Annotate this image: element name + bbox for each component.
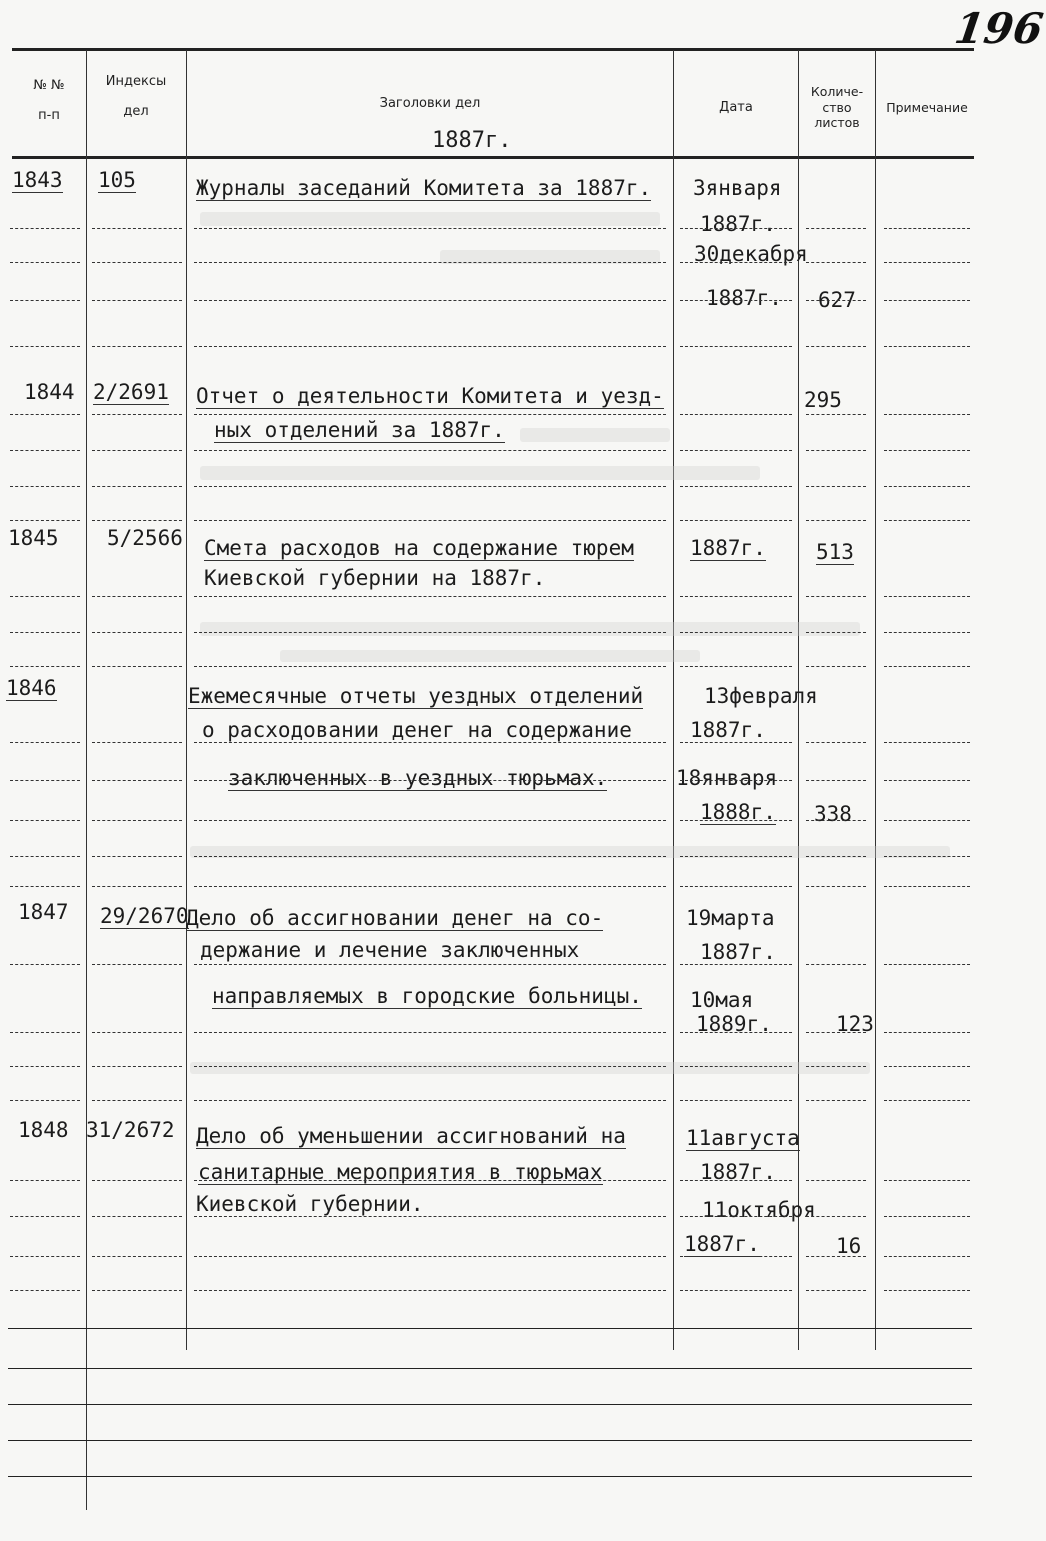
ruled-dash — [194, 228, 666, 229]
ruled-dash — [194, 886, 666, 887]
ruled-dash — [884, 886, 970, 887]
header-title-label: Заголовки дел — [379, 96, 481, 111]
ruled-dash — [92, 964, 182, 965]
ruled-dash — [806, 1216, 866, 1217]
column-divider — [86, 50, 87, 1510]
ruled-dash — [680, 886, 792, 887]
header-count-label-3: листов — [814, 115, 860, 131]
ruled-dash — [884, 964, 970, 965]
ruled-dash — [92, 1290, 182, 1291]
header-count-label-2: ство — [822, 99, 852, 115]
ruled-dash — [680, 820, 792, 821]
row-date-line: 18января — [676, 766, 778, 790]
ruled-dash — [884, 1066, 970, 1067]
ruled-dash — [884, 1032, 970, 1033]
row-date-line: 11октября — [702, 1198, 816, 1222]
ruled-dash — [680, 1066, 792, 1067]
ruled-dash — [194, 1290, 666, 1291]
ruled-dash — [884, 346, 970, 347]
ruled-dash — [194, 346, 666, 347]
ruled-dash — [806, 346, 866, 347]
ruled-dash — [680, 964, 792, 965]
ruled-dash — [10, 300, 80, 301]
row-number: 1847 — [18, 900, 69, 924]
ruled-dash — [680, 300, 792, 301]
ruled-dash — [806, 666, 866, 667]
ruled-dash — [10, 886, 80, 887]
ruled-dash — [806, 414, 866, 415]
ruled-dash — [92, 1180, 182, 1181]
ruled-dash — [194, 414, 666, 415]
row-title-line: Дело об ассигновании денег на со- — [186, 906, 604, 930]
ruled-dash — [680, 346, 792, 347]
row-page-count: 338 — [814, 802, 852, 826]
row-number: 1843 — [12, 168, 63, 192]
ruled-dash — [884, 1256, 970, 1257]
ruled-dash — [10, 450, 80, 451]
ruled-dash — [10, 1216, 80, 1217]
top-rule — [12, 48, 974, 51]
ruled-dash — [194, 666, 666, 667]
ruled-dash — [92, 520, 182, 521]
row-title-line: санитарные мероприятия в тюрьмах — [198, 1160, 603, 1184]
ruled-dash — [10, 486, 80, 487]
header-index-label: Индексы — [105, 74, 167, 89]
ruled-dash — [680, 596, 792, 597]
ruled-dash — [92, 1066, 182, 1067]
row-index: 2/2691 — [93, 380, 169, 404]
row-title-line: направляемых в городские больницы. — [212, 984, 642, 1008]
ruled-dash — [680, 228, 792, 229]
row-title-line: Киевской губернии на 1887г. — [204, 566, 546, 590]
ruled-dash — [92, 262, 182, 263]
row-page-count: 123 — [836, 1012, 874, 1036]
ruled-dash — [10, 1256, 80, 1257]
row-title-line: ных отделений за 1887г. — [214, 418, 505, 442]
ruled-dash — [884, 228, 970, 229]
ruled-dash — [806, 780, 866, 781]
row-page-count: 627 — [818, 288, 856, 312]
row-number: 1848 — [18, 1118, 69, 1142]
ruled-dash — [884, 856, 970, 857]
header-index-sub: дел — [123, 104, 149, 120]
row-title-line: Журналы заседаний Комитета за 1887г. — [196, 176, 652, 200]
ruled-dash — [884, 300, 970, 301]
row-number: 1846 — [6, 676, 57, 700]
row-title-line: Дело об уменьшении ассигнований на — [196, 1124, 626, 1148]
row-date-line: 10мая — [690, 988, 754, 1012]
header-year: 1887г. — [432, 128, 512, 153]
header-note: Примечание — [886, 100, 968, 115]
row-number: 1844 — [24, 380, 75, 404]
ruled-dash — [92, 632, 182, 633]
ruled-dash — [680, 1216, 792, 1217]
ruled-dash — [92, 1256, 182, 1257]
ruled-dash — [884, 632, 970, 633]
header-count — [800, 84, 874, 131]
ruled-dash — [884, 1180, 970, 1181]
ruled-dash — [680, 666, 792, 667]
ruled-dash — [884, 1216, 970, 1217]
row-title-line: Отчет о деятельности Комитета и уезд- — [196, 384, 664, 408]
row-page-count: 513 — [816, 540, 854, 564]
column-divider — [875, 50, 876, 1350]
row-number: 1845 — [8, 526, 59, 550]
bottom-rule — [8, 1368, 972, 1369]
ruled-dash — [194, 820, 666, 821]
ruled-dash — [92, 820, 182, 821]
row-title-line: Киевской губернии. — [196, 1192, 424, 1216]
ruled-dash — [10, 596, 80, 597]
ruled-dash — [92, 886, 182, 887]
row-page-count: 295 — [804, 388, 842, 412]
ruled-dash — [680, 1180, 792, 1181]
ruled-dash — [194, 780, 666, 781]
header-count-label-1: Количе- — [810, 84, 864, 99]
ruled-dash — [194, 742, 666, 743]
ruled-dash — [10, 666, 80, 667]
ruled-dash — [194, 1066, 666, 1067]
ruled-dash — [92, 596, 182, 597]
ruled-dash — [92, 1216, 182, 1217]
page-number: 196 — [951, 4, 1046, 53]
ruled-dash — [680, 520, 792, 521]
ruled-dash — [806, 1032, 866, 1033]
ruled-dash — [884, 262, 970, 263]
ruled-dash — [194, 1032, 666, 1033]
ruled-dash — [10, 1100, 80, 1101]
row-index: 31/2672 — [86, 1118, 175, 1142]
ruled-dash — [884, 520, 970, 521]
row-date-line: 1887г. — [684, 1232, 760, 1256]
ruled-dash — [92, 780, 182, 781]
ruled-dash — [10, 780, 80, 781]
column-divider — [673, 50, 674, 1350]
ruled-dash — [680, 414, 792, 415]
ruled-dash — [10, 520, 80, 521]
ruled-dash — [806, 520, 866, 521]
bottom-rule — [8, 1476, 972, 1477]
column-divider — [186, 50, 187, 1350]
row-date-line: 13февраля — [704, 684, 818, 708]
ruled-dash — [680, 742, 792, 743]
ruled-dash — [806, 742, 866, 743]
ruled-dash — [884, 414, 970, 415]
row-date-line: 1887г. — [690, 718, 766, 742]
ruled-dash — [806, 486, 866, 487]
ruled-dash — [10, 856, 80, 857]
header-no — [14, 78, 84, 125]
ruled-dash — [92, 450, 182, 451]
row-date-line: 1887г. — [700, 940, 776, 964]
ruled-dash — [806, 228, 866, 229]
ruled-dash — [884, 1290, 970, 1291]
row-index: 105 — [98, 168, 136, 192]
ruled-dash — [10, 1290, 80, 1291]
ruled-dash — [10, 1066, 80, 1067]
row-date-line: 1888г. — [700, 800, 776, 824]
ruled-dash — [680, 1256, 792, 1257]
ruled-dash — [680, 1290, 792, 1291]
header-date: Дата — [719, 100, 753, 115]
header-no-sub: п-п — [38, 108, 60, 124]
ruled-dash — [806, 596, 866, 597]
ruled-dash — [10, 414, 80, 415]
ruled-dash — [806, 450, 866, 451]
ruled-dash — [194, 856, 666, 857]
ruled-dash — [10, 742, 80, 743]
ruled-dash — [194, 450, 666, 451]
ruled-dash — [194, 486, 666, 487]
ruled-dash — [680, 632, 792, 633]
ruled-dash — [194, 1256, 666, 1257]
ruled-dash — [884, 666, 970, 667]
bottom-rule — [8, 1328, 972, 1329]
ruled-dash — [806, 1100, 866, 1101]
row-date-line: 19марта — [686, 906, 775, 930]
ruled-dash — [194, 1180, 666, 1181]
ruled-dash — [194, 1216, 666, 1217]
ruled-dash — [806, 856, 866, 857]
ruled-dash — [92, 414, 182, 415]
row-date-line: 3января — [693, 176, 782, 200]
ruled-dash — [194, 632, 666, 633]
ruled-dash — [92, 300, 182, 301]
ruled-dash — [92, 666, 182, 667]
ruled-dash — [680, 856, 792, 857]
row-date-line: 11августа — [686, 1126, 800, 1150]
ruled-dash — [194, 964, 666, 965]
row-date-line: 30декабря — [694, 242, 808, 266]
ruled-dash — [10, 1032, 80, 1033]
ruled-dash — [680, 780, 792, 781]
ruled-dash — [884, 742, 970, 743]
row-title-line: о расходовании денег на содержание — [202, 718, 632, 742]
ruled-dash — [680, 1032, 792, 1033]
header-title — [188, 96, 672, 112]
ruled-dash — [10, 820, 80, 821]
ruled-dash — [10, 632, 80, 633]
ruled-dash — [10, 1180, 80, 1181]
ruled-dash — [92, 346, 182, 347]
header-bottom-rule — [12, 156, 974, 159]
bottom-rule — [8, 1404, 972, 1405]
ruled-dash — [92, 486, 182, 487]
ruled-dash — [680, 450, 792, 451]
ruled-dash — [680, 486, 792, 487]
row-title-line: Ежемесячные отчеты уездных отделений — [188, 684, 644, 708]
row-date-line: 1887г. — [700, 1160, 776, 1184]
row-date-line: 1889г. — [696, 1012, 772, 1036]
ruled-dash — [806, 964, 866, 965]
header-index — [88, 74, 184, 121]
ruled-dash — [10, 964, 80, 965]
row-title-line: держание и лечение заключенных — [200, 938, 580, 962]
ruled-dash — [806, 300, 866, 301]
ruled-dash — [884, 1100, 970, 1101]
row-date-line: 1887г. — [690, 536, 766, 560]
ruled-dash — [884, 450, 970, 451]
bottom-rule — [8, 1440, 972, 1441]
ruled-dash — [884, 820, 970, 821]
ruled-dash — [884, 486, 970, 487]
ruled-dash — [680, 1100, 792, 1101]
row-index: 5/2566 — [107, 526, 183, 550]
ruled-dash — [806, 632, 866, 633]
header-no-label: № № — [33, 78, 65, 93]
ruled-dash — [194, 520, 666, 521]
ruled-dash — [194, 300, 666, 301]
ruled-dash — [92, 228, 182, 229]
ruled-dash — [680, 262, 792, 263]
ruled-dash — [194, 1100, 666, 1101]
ruled-dash — [806, 1180, 866, 1181]
row-title-line: Смета расходов на содержание тюрем — [204, 536, 634, 560]
ruled-dash — [806, 820, 866, 821]
ruled-dash — [92, 1100, 182, 1101]
ruled-dash — [194, 262, 666, 263]
ruled-dash — [806, 1066, 866, 1067]
ruled-dash — [10, 346, 80, 347]
row-date-line: 1887г. — [700, 212, 776, 236]
ruled-dash — [10, 262, 80, 263]
ruled-dash — [194, 596, 666, 597]
ruled-dash — [92, 856, 182, 857]
ruled-dash — [806, 262, 866, 263]
row-title-line: заключенных в уездных тюрьмах. — [228, 766, 608, 790]
ruled-dash — [884, 780, 970, 781]
ruled-dash — [806, 1290, 866, 1291]
row-index: 29/2670 — [100, 904, 189, 928]
ruled-dash — [10, 228, 80, 229]
row-date-line: 1887г. — [706, 286, 782, 310]
ruled-dash — [884, 596, 970, 597]
ruled-dash — [806, 1256, 866, 1257]
ruled-dash — [92, 1032, 182, 1033]
row-page-count: 16 — [836, 1234, 862, 1258]
ruled-dash — [806, 886, 866, 887]
ruled-dash — [92, 742, 182, 743]
